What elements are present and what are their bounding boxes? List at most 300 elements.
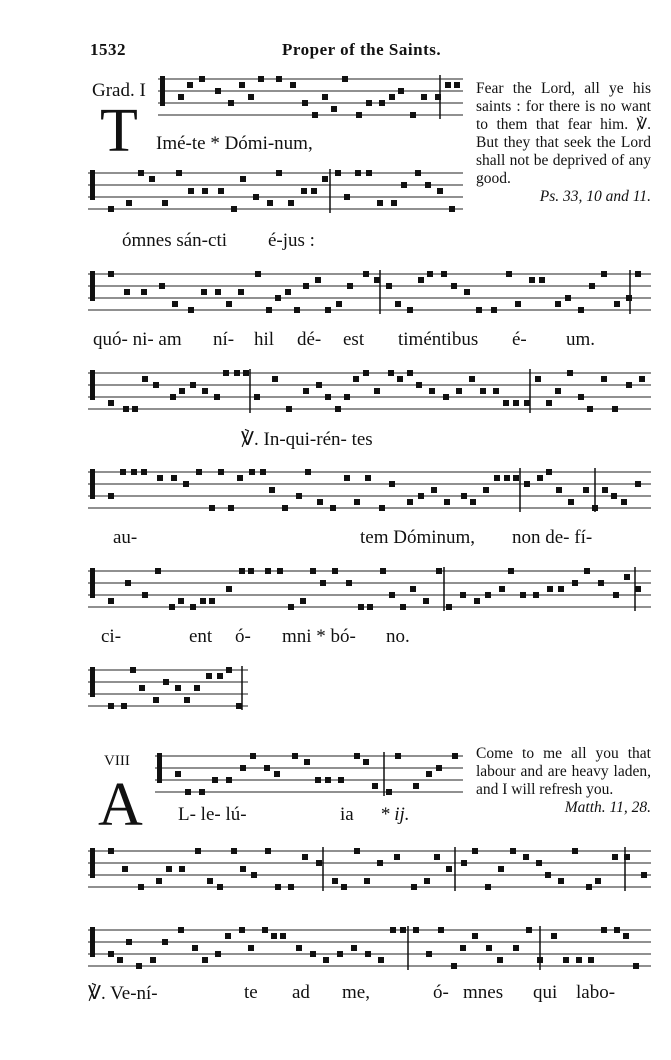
lyric-line-3a: quó- ni- am [93,329,182,350]
alleluia-translation-text: Come to me all you that labour and are heavy laden, and I will refresh you. [476,745,651,798]
neume [184,697,190,703]
neume [407,370,413,376]
neume [336,301,342,307]
neume [188,307,194,313]
neume [172,301,178,307]
neume [187,82,193,88]
neume [469,376,475,382]
neume [262,927,268,933]
neume [272,376,278,382]
neume [236,703,242,709]
neume [524,481,530,487]
neume [523,854,529,860]
alleluia-lyric-2g: qui [533,982,558,1003]
neume [132,406,138,412]
chant-staff [88,845,651,905]
neume [576,957,582,963]
chant-staff [158,73,463,133]
neume [248,945,254,951]
neume [225,933,231,939]
lyric-line-3f: timéntibus [398,329,479,350]
lyric-line-3b: ní- [213,329,235,350]
neume [551,933,557,939]
neume [126,939,132,945]
neume [390,927,396,933]
neume [305,469,311,475]
neume [288,604,294,610]
neume [366,170,372,176]
neume [195,848,201,854]
neume [239,927,245,933]
neume [539,277,545,283]
neume [508,568,514,574]
neume [218,469,224,475]
neume [228,100,234,106]
neume [209,505,215,511]
neume [162,200,168,206]
gradual-citation: Ps. 33, 10 and 11. [539,188,651,205]
neume [485,884,491,890]
neume [183,481,189,487]
neume [395,301,401,307]
lyric-line-3d: dé- [297,329,322,350]
neume [234,370,240,376]
neume [446,866,452,872]
neume [449,206,455,212]
neume [424,878,430,884]
neume [190,382,196,388]
neume [353,376,359,382]
neume [169,604,175,610]
neume [460,945,466,951]
neume [578,307,584,313]
clef-icon [90,927,95,957]
neume [124,289,130,295]
neume [126,200,132,206]
neume [163,679,169,685]
neume [178,927,184,933]
neume [499,586,505,592]
alleluia-translation [476,745,651,817]
clef-icon [90,568,95,598]
alleluia-lyric-2f: mnes [463,982,504,1003]
neume [572,848,578,854]
neume [568,499,574,505]
neume [421,94,427,100]
neume [535,376,541,382]
neume [503,400,509,406]
neume [494,475,500,481]
neume [201,289,207,295]
neume [598,580,604,586]
neume [239,82,245,88]
neume [558,878,564,884]
neume [437,188,443,194]
neume [407,499,413,505]
neume [363,370,369,376]
clef-icon [90,848,95,878]
neume [212,777,218,783]
neume [248,94,254,100]
neume [342,76,348,82]
neume [520,592,526,598]
neume [185,789,191,795]
chant-staff [155,750,463,810]
neume [250,753,256,759]
neume [175,685,181,691]
neume [296,945,302,951]
neume [175,771,181,777]
neume [202,188,208,194]
neume [583,487,589,493]
neume [280,933,286,939]
neume [302,854,308,860]
neume [513,400,519,406]
neume [125,580,131,586]
neume [240,765,246,771]
neume [316,382,322,388]
neume [344,394,350,400]
alleluia-citation: Matth. 11, 28. [564,799,651,816]
neume [332,878,338,884]
neume [413,927,419,933]
clef-icon [90,667,95,697]
neume [513,475,519,481]
neume [271,933,277,939]
neume [483,487,489,493]
neume [555,301,561,307]
neume [546,469,552,475]
neume [386,283,392,289]
lyric-line-6e: no. [386,626,410,647]
neume [556,487,562,493]
neume [426,771,432,777]
neume [451,283,457,289]
neume [586,884,592,890]
neume [157,475,163,481]
neume [323,957,329,963]
neume [153,382,159,388]
neume [401,182,407,188]
lyric-line-3e: est [343,329,365,350]
neume [613,592,619,598]
neume [150,957,156,963]
neume [274,771,280,777]
neume [407,307,413,313]
neume [341,884,347,890]
neume [584,568,590,574]
neume [228,505,234,511]
clef-icon [90,469,95,499]
neume [431,487,437,493]
page-title: Proper of the Saints. [282,40,442,59]
neume [513,945,519,951]
neume [265,568,271,574]
neume [476,307,482,313]
gradual-translation-text: Fear the Lord, all ye his saints : for there is no want to them that fear him. ℣. But they that seek the Lord shall not be deprived of any good. [476,80,651,187]
chant-staff [88,466,651,526]
clef-icon [157,753,162,783]
neume [397,376,403,382]
neume [410,586,416,592]
neume [214,394,220,400]
neume [322,176,328,182]
neume [108,598,114,604]
gradual-translation [476,80,651,206]
alleluia-mode: VIII [104,753,130,769]
clef-icon [90,370,95,400]
neume [310,568,316,574]
chant-staff [88,565,651,625]
neume [464,289,470,295]
neume [389,481,395,487]
neume [202,957,208,963]
neume [639,376,645,382]
neume [179,866,185,872]
neume [588,957,594,963]
neume [276,76,282,82]
chant-staff [88,924,651,984]
neume [567,370,573,376]
neume [178,598,184,604]
neume [266,307,272,313]
clef-icon [160,76,165,106]
neume [155,568,161,574]
alleluia-initial: A [98,771,143,839]
neume [217,884,223,890]
alleluia-lyric-2b: te [244,982,258,1003]
neume [474,598,480,604]
neume [269,487,275,493]
neume [480,388,486,394]
neume [446,604,452,610]
neume [300,598,306,604]
neume [335,170,341,176]
neume [206,673,212,679]
neume [635,481,641,487]
neume [367,604,373,610]
neume [108,400,114,406]
neume [589,283,595,289]
neume [337,951,343,957]
neume [248,568,254,574]
neume [226,667,232,673]
neume [315,277,321,283]
neume [108,206,114,212]
neume [121,703,127,709]
neume [156,878,162,884]
neume [312,112,318,118]
neume [331,106,337,112]
neume [351,945,357,951]
neume [192,945,198,951]
neume [231,848,237,854]
neume [316,860,322,866]
neume [498,866,504,872]
neume [138,884,144,890]
neume [215,88,221,94]
neume [621,499,627,505]
neume [363,759,369,765]
neume [443,394,449,400]
neume [296,493,302,499]
neume [286,406,292,412]
neume [547,586,553,592]
neume [623,933,629,939]
neume [141,289,147,295]
neume [290,82,296,88]
neume [461,493,467,499]
neume [254,394,260,400]
neume [136,963,142,969]
neume [572,580,578,586]
gradual-initial: T [100,97,138,165]
neume [460,592,466,598]
neume [472,933,478,939]
neume [565,295,571,301]
neume [142,592,148,598]
neume [537,957,543,963]
neume [338,777,344,783]
neume [253,194,259,200]
alleluia-lyric-2h: labo- [576,982,616,1003]
neume [255,271,261,277]
neume [526,927,532,933]
neume [190,604,196,610]
neume [355,170,361,176]
neume [601,271,607,277]
neume [320,580,326,586]
neume [141,469,147,475]
chant-staff [88,367,651,427]
neume [358,604,364,610]
lyric-line-2b: é-jus : [268,230,315,251]
neume [506,271,512,277]
neume [288,884,294,890]
neume [171,475,177,481]
neume [391,200,397,206]
neume [456,388,462,394]
neume [436,765,442,771]
lyric-line-3h: um. [566,329,596,350]
neume [223,370,229,376]
neume [418,277,424,283]
neume [602,487,608,493]
neume [386,789,392,795]
neume [614,927,620,933]
neume [415,170,421,176]
neume [363,271,369,277]
neume [563,957,569,963]
neume [365,951,371,957]
neume [416,382,422,388]
neume [614,301,620,307]
alleluia-lyric-2a: ℣. Ve-ní- [88,983,158,1004]
neume [374,388,380,394]
neume [612,406,618,412]
neume [356,112,362,118]
alleluia-lyric-2d: me, [342,982,370,1003]
neume [389,592,395,598]
neume [108,493,114,499]
neume [322,94,328,100]
alleluia-lyric-c: * ij. [380,804,410,825]
neume [209,598,215,604]
chant-staff [88,167,463,227]
neume [344,194,350,200]
neume [265,848,271,854]
neume [441,271,447,277]
neume [215,289,221,295]
alleluia-lyric-b: ia [340,804,354,825]
neume [303,283,309,289]
neume [275,295,281,301]
alleluia-lyric-2c: ad [292,982,310,1003]
neume [545,872,551,878]
neume [536,860,542,866]
neume [276,170,282,176]
neume [461,860,467,866]
neume [239,568,245,574]
neume [325,777,331,783]
lyric-line-3c: hil [254,329,275,350]
neume [633,963,639,969]
neume [243,370,249,376]
neume [332,568,338,574]
neume [277,568,283,574]
neume [595,878,601,884]
neume [153,697,159,703]
neume [537,475,543,481]
neume [413,783,419,789]
neume [388,370,394,376]
neume [117,957,123,963]
neume [372,783,378,789]
neume [379,505,385,511]
neume [200,598,206,604]
neume [325,307,331,313]
neume [122,866,128,872]
neume [395,753,401,759]
neume [267,200,273,206]
neume [159,283,165,289]
neume [249,469,255,475]
neume [427,271,433,277]
lyric-line-5c: non de- fí- [512,527,593,548]
neume [237,475,243,481]
neume [346,580,352,586]
neume [315,777,321,783]
neume [533,592,539,598]
neume [454,82,460,88]
lyric-line-4: ℣. In-qui-rén- tes [241,429,373,450]
neume [400,604,406,610]
neume [138,170,144,176]
page-number: 1532 [90,40,126,59]
neume [288,200,294,206]
neume [394,854,400,860]
neume [624,574,630,580]
neume [292,753,298,759]
neume [354,848,360,854]
lyric-line-5a: au- [113,527,138,548]
neume [108,703,114,709]
neume [436,568,442,574]
neume [601,376,607,382]
neume [451,963,457,969]
neume [149,176,155,182]
neume [410,112,416,118]
